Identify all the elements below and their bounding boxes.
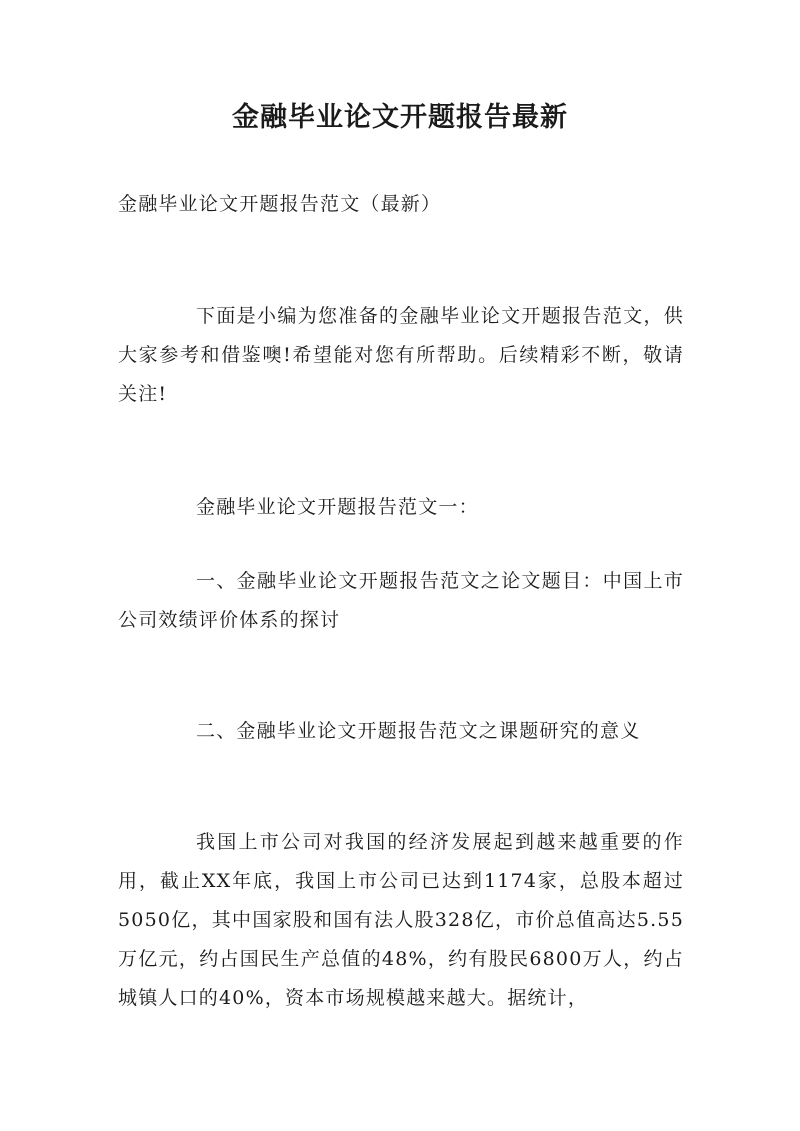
body-paragraph: 我国上市公司对我国的经济发展起到越来越重要的作用，截止XX年底，我国上市公司已达到1174家，总股本超过5050亿，其中国家股和国有法人股328亿，市价总值高达5.55万亿元，约占国民生产总值的48%，约有股民6800万人，约占城镇人口的40%，资本市场规模越来越大。据统计， (118, 831, 684, 1009)
sample-heading: 金融毕业论文开题报告范文一： (196, 496, 479, 518)
document-title: 金融毕业论文开题报告最新 (232, 102, 568, 133)
section-two-heading: 二、金融毕业论文开题报告范文之课题研究的意义 (196, 720, 641, 742)
document-subtitle: 金融毕业论文开题报告范文（最新） (118, 193, 442, 215)
intro-paragraph: 下面是小编为您准备的金融毕业论文开题报告范文，供大家参考和借鉴噢!希望能对您有所帮助。后续精彩不断，敬请关注! (118, 305, 684, 405)
section-one-heading: 一、金融毕业论文开题报告范文之论文题目：中国上市公司效绩评价体系的探讨 (118, 570, 684, 631)
